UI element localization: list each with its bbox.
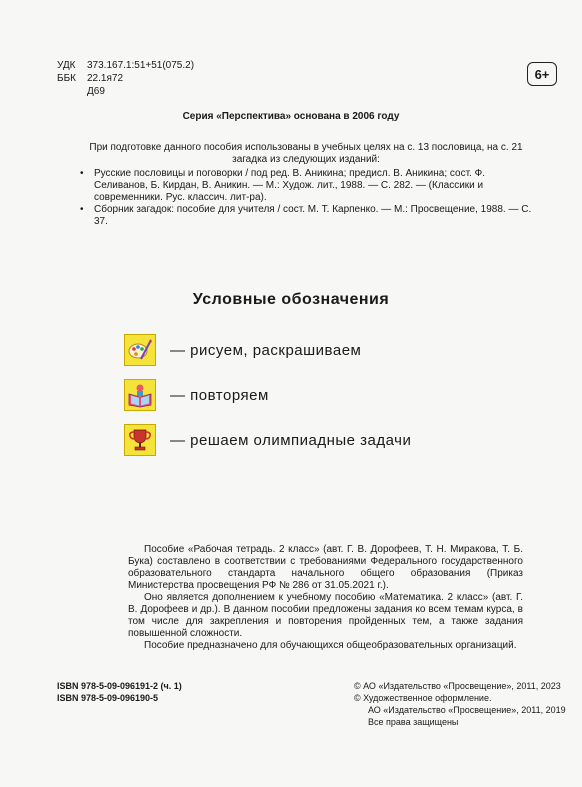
palette-brush-icon [124, 334, 156, 366]
legend-item-repeat: — повторяем [124, 379, 269, 411]
source-item: • Сборник загадок: пособие для учителя / сост. М. Т. Карпенко. — М.: Просвещение, 1988. — С. 37. [80, 204, 532, 227]
isbn-block [57, 680, 182, 704]
udk-row: УДК 373.167.1:51+51(075.2) [57, 60, 195, 71]
description-paragraph: Пособие предназначено для обучающихся общеобразовательных организаций. [144, 640, 517, 651]
source-item: • Русские пословицы и поговорки / под ред. В. Аникина; предисл. В. Аникина; сост. Ф. Селиванов, Б. Кирдан, В. Аникин. — М.: Худож. лит., 1988. — С. 282. — (Классики и современники. Рус. классич. лит-ра). [80, 168, 485, 203]
bbk-row: ББК 22.1я72 [57, 73, 124, 84]
trophy-cup-icon [124, 424, 156, 456]
age-rating-badge: 6+ [527, 62, 557, 86]
sources-list [80, 168, 532, 228]
copyright-line: Все права защищены [368, 717, 459, 727]
legend-item-olympiad: — решаем олимпиадные задачи [124, 424, 411, 456]
isbn-line: ISBN 978-5-09-096191-2 (ч. 1) [57, 681, 182, 691]
author-mark-row: Д69 [87, 86, 105, 97]
open-book-icon [124, 379, 156, 411]
description-paragraph: Пособие «Рабочая тетрадь. 2 класс» (авт. Г. В. Дорофеев, Т. Н. Миракова, Т. Б. Бука) составлено в соответствии с требованиями Федерального государственного образовательного стандарта начального общего образования (Приказ Министерства просвещения РФ № 286 от 31.05.2021 г.). [128, 544, 523, 591]
classification-codes [57, 59, 194, 98]
description-paragraph: Оно является дополнением к учебному пособию «Математика. 2 класс» (авт. Г. В. Дорофеев и др.). В данном пособии предложены задания ко всем темам курса, в том числе для закрепления и повторения пройденных тем, а также задания повышенной сложности. [128, 592, 523, 639]
legend-item-draw: — рисуем, раскрашиваем [124, 334, 361, 366]
book-description [128, 544, 523, 652]
isbn-line: ISBN 978-5-09-096190-5 [57, 693, 159, 703]
copyright-line: © Художественное оформление. [354, 693, 492, 703]
sources-intro: При подготовке данного пособия использованы в учебных целях на с. 13 пословица, на с. 21 загадка из следующих изданий: [89, 142, 523, 165]
copyright-line: © АО «Издательство «Просвещение», 2011, 2023 [354, 681, 561, 691]
legend-title: Условные обозначения [192, 291, 390, 308]
series-note: Серия «Перспектива» основана в 2006 году [182, 111, 400, 122]
copyright-line: АО «Издательство «Просвещение», 2011, 2019 [368, 705, 566, 715]
copyright-block [354, 680, 566, 728]
